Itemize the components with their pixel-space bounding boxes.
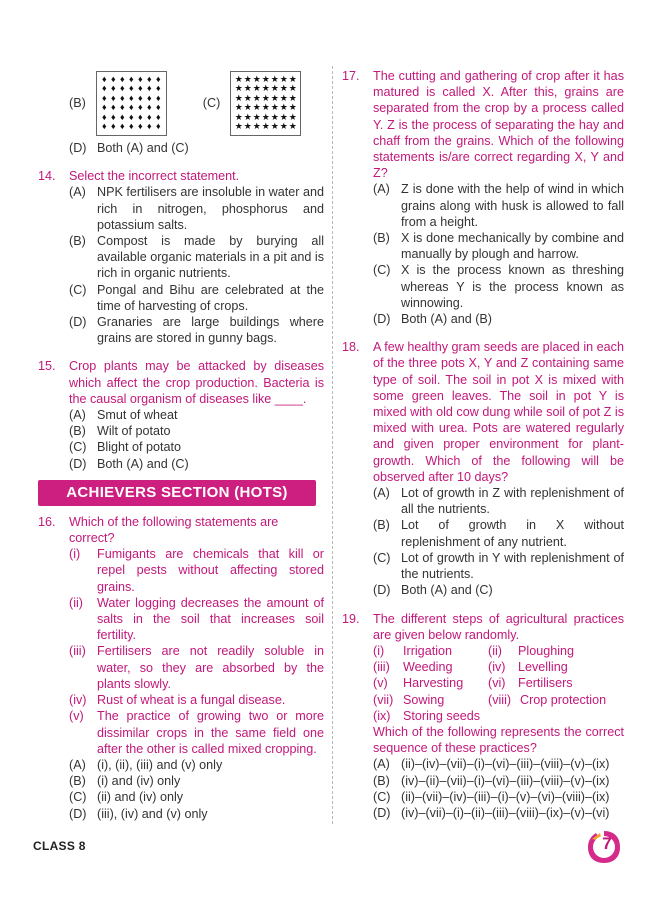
option-label: (B) xyxy=(69,234,86,249)
option-label: (B) xyxy=(373,773,390,788)
statement-iv xyxy=(69,692,324,708)
step-label: (v) xyxy=(373,676,388,691)
option-label: (B) xyxy=(373,231,390,246)
star-seed-icon: ★ xyxy=(234,73,243,84)
question-stem: Which of the following statements are correct? xyxy=(69,514,279,546)
option-text: Both (A) and (C) xyxy=(97,141,189,155)
star-seed-icon: ★ xyxy=(252,83,261,93)
diamond-seed-icon: ♦ xyxy=(111,73,116,84)
star-seed-icon: ★ xyxy=(279,83,288,93)
star-seed-icon: ★ xyxy=(288,102,297,112)
option-text: Smut of wheat xyxy=(97,408,178,423)
star-seed-icon: ★ xyxy=(279,121,288,131)
option-text: Both (A) and (C) xyxy=(97,456,189,471)
star-seed-icon: ★ xyxy=(234,111,243,122)
option-text: X is done mechanically by combine and manually by plough and harrow. xyxy=(401,231,624,262)
q17-option-b[interactable] xyxy=(373,230,624,262)
diamond-seed-icon: ♦ xyxy=(147,121,152,131)
step-label: (ix) xyxy=(373,708,391,723)
q18-option-c[interactable] xyxy=(373,550,624,582)
diamond-seed-icon: ♦ xyxy=(129,83,134,93)
question-16 xyxy=(38,514,324,757)
question-number: 14. xyxy=(38,169,56,184)
option-text: Z is done with the help of wind in which grains along with husk is allowed to fall from a height. xyxy=(401,182,624,229)
star-seed-icon: ★ xyxy=(270,83,279,93)
option-label: (A) xyxy=(69,757,86,772)
star-seed-icon: ★ xyxy=(234,92,243,103)
diamond-seed-icon: ♦ xyxy=(156,73,161,84)
star-seed-icon: ★ xyxy=(288,92,297,103)
question-15 xyxy=(38,358,324,471)
star-seed-icon: ★ xyxy=(252,102,261,112)
option-label: (C) xyxy=(69,790,87,805)
option-label: (A) xyxy=(69,408,86,423)
class-label: CLASS 8 xyxy=(33,839,86,853)
diamond-seed-icon: ♦ xyxy=(111,92,116,103)
option-text: (iii), (iv) and (v) only xyxy=(97,806,208,821)
diamond-seed-icon: ♦ xyxy=(156,83,161,93)
diamond-seed-icon: ♦ xyxy=(120,83,125,93)
step-text: Levelling xyxy=(518,660,568,675)
question-19 xyxy=(342,611,624,822)
left-column xyxy=(38,68,324,822)
option-text: Lot of growth in X without replenishment of any nutrient. xyxy=(401,518,624,549)
option-label: (D) xyxy=(69,806,87,821)
diamond-seed-icon: ♦ xyxy=(156,102,161,112)
statement-label: (i) xyxy=(69,547,81,562)
question-stem: The different steps of agricultural practices are given below randomly. xyxy=(373,611,624,642)
star-seed-icon: ★ xyxy=(234,121,243,131)
option-text: Lot of growth in Z with replenishment of all the nutrients. xyxy=(401,486,624,517)
q17-option-c[interactable] xyxy=(373,262,624,311)
option-label: (C) xyxy=(373,550,391,565)
step-text: Ploughing xyxy=(518,643,575,658)
step-label: (iv) xyxy=(488,660,506,675)
option-label: (A) xyxy=(373,757,390,772)
q14-option-c[interactable] xyxy=(69,282,324,314)
star-seed-icon: ★ xyxy=(288,121,297,131)
column-divider xyxy=(332,66,333,824)
star-seed-icon: ★ xyxy=(288,73,297,84)
option-label: (D) xyxy=(69,141,87,155)
option-text: NPK fertilisers are insoluble in water and rich in nitrogen, phosphorus and potassium salts. xyxy=(97,185,324,232)
diamond-seed-icon: ♦ xyxy=(138,83,143,93)
question-stem: Crop plants may be attacked by diseases which affect the crop production. Bacteria is the causal organism of diseases like ____. xyxy=(69,359,324,406)
q18-option-a[interactable] xyxy=(373,485,624,517)
star-seed-icon: ★ xyxy=(243,73,252,84)
star-seed-icon: ★ xyxy=(261,102,270,112)
star-seed-icon: ★ xyxy=(252,121,261,131)
question-stem: The cutting and gathering of crop after it has matured is called X. After this, grains are separated from the crop by a process called Y. Z is the process of separating the hay and chaff from the grains. Which of the following statements is/are correct regarding X, Y and Z? xyxy=(373,69,624,181)
statement-label: (iii) xyxy=(69,644,86,659)
q14-option-a[interactable] xyxy=(69,184,324,233)
q17-option-d[interactable] xyxy=(373,311,624,327)
diamond-seed-icon: ♦ xyxy=(102,111,107,122)
step-text: Harvesting xyxy=(403,676,464,691)
diamond-seed-icon: ♦ xyxy=(129,111,134,122)
q16-option-b[interactable] xyxy=(69,773,324,789)
statement-v xyxy=(69,708,324,757)
q15-option-d[interactable] xyxy=(69,456,324,472)
option-text: (iv)–(vii)–(i)–(ii)–(iii)–(viii)–(ix)–(v)–(vi) xyxy=(401,805,610,820)
diamond-seed-icon: ♦ xyxy=(111,121,116,131)
star-seed-icon: ★ xyxy=(279,111,288,122)
star-seed-icon: ★ xyxy=(261,73,270,84)
diamond-seed-grid xyxy=(96,71,167,136)
diamond-seed-icon: ♦ xyxy=(129,73,134,84)
star-seed-grid xyxy=(230,71,301,136)
statement-text: Fumigants are chemicals that kill or repel pests without affecting stored grains. xyxy=(97,547,324,594)
statement-text: Rust of wheat is a fungal disease. xyxy=(97,693,286,708)
star-seed-icon: ★ xyxy=(252,73,261,84)
star-seed-icon: ★ xyxy=(243,83,252,93)
option-text: Both (A) and (C) xyxy=(401,583,493,598)
option-label: (D) xyxy=(69,315,87,330)
diamond-seed-icon: ♦ xyxy=(138,111,143,122)
q19-option-d[interactable] xyxy=(373,805,624,821)
q15-option-c[interactable] xyxy=(69,439,324,455)
statement-label: (v) xyxy=(69,709,84,724)
diamond-seed-icon: ♦ xyxy=(138,121,143,131)
diamond-seed-icon: ♦ xyxy=(156,111,161,122)
diamond-seed-icon: ♦ xyxy=(129,92,134,103)
diamond-seed-icon: ♦ xyxy=(120,92,125,103)
diamond-seed-icon: ♦ xyxy=(129,121,134,131)
q15-option-a[interactable] xyxy=(69,407,324,423)
star-seed-icon: ★ xyxy=(234,83,243,93)
step-text: Fertilisers xyxy=(518,676,573,691)
diamond-seed-icon: ♦ xyxy=(129,102,134,112)
star-seed-icon: ★ xyxy=(279,73,288,84)
option-label: (B) xyxy=(69,774,86,789)
diamond-seed-icon: ♦ xyxy=(102,102,107,112)
option-label: (D) xyxy=(373,312,391,327)
star-seed-icon: ★ xyxy=(261,83,270,93)
statement-text: Water logging decreases the amount of salts in the soil that increases soil fertility. xyxy=(97,595,324,643)
statement-text: The practice of growing two or more dissimilar crops in the same field one after the other is called mixed cropping. xyxy=(97,709,324,756)
star-seed-icon: ★ xyxy=(261,111,270,122)
step-viii xyxy=(488,692,624,708)
option-text: (ii)–(iv)–(vii)–(i)–(vi)–(iii)–(viii)–(v)–(ix) xyxy=(401,757,610,772)
diamond-seed-icon: ♦ xyxy=(120,102,125,112)
step-vii xyxy=(373,692,488,708)
option-label: (A) xyxy=(373,182,390,197)
step-text: Weeding xyxy=(403,660,453,675)
star-seed-icon: ★ xyxy=(288,111,297,122)
step-iii xyxy=(373,659,488,675)
star-seed-icon: ★ xyxy=(261,121,270,131)
question-number: 16. xyxy=(38,514,56,529)
diamond-seed-icon: ♦ xyxy=(102,121,107,131)
q13-label-b: (B) xyxy=(69,95,86,110)
step-label: (viii) xyxy=(488,692,512,707)
option-label: (C) xyxy=(69,440,87,455)
diamond-seed-icon: ♦ xyxy=(120,111,125,122)
step-label: (vi) xyxy=(488,676,506,691)
diamond-seed-icon: ♦ xyxy=(147,73,152,84)
q14-option-d[interactable] xyxy=(69,314,324,346)
star-seed-icon: ★ xyxy=(270,111,279,122)
question-stem: Select the incorrect statement. xyxy=(69,169,240,184)
q17-option-a[interactable] xyxy=(373,181,624,230)
step-label: (i) xyxy=(373,643,385,658)
statement-label: (iv) xyxy=(69,693,87,708)
question-number: 19. xyxy=(342,611,360,626)
step-label: (ii) xyxy=(488,643,502,658)
star-seed-icon: ★ xyxy=(270,121,279,131)
statement-label: (ii) xyxy=(69,595,83,610)
option-text: Lot of growth in Y with replenishment of the nutrients. xyxy=(401,550,624,582)
question-number: 15. xyxy=(38,359,56,374)
option-label: (C) xyxy=(373,263,391,278)
step-text: Irrigation xyxy=(403,643,452,658)
step-iv xyxy=(488,659,624,675)
diamond-seed-icon: ♦ xyxy=(138,73,143,84)
question-stem: A few healthy gram seeds are placed in each of the three pots X, Y and Z containing same type of soil. The soil in pot X is mixed with some green leaves. The soil in pot Y is mixed with old cow dung while soil of pot Z is mixed with urea. Pots are watered regularly and given proper environment for plant-growth. Which of the following will be observed after 10 days? xyxy=(373,340,624,484)
q16-option-a[interactable] xyxy=(69,757,324,773)
question-17 xyxy=(342,68,624,327)
q16-option-d[interactable] xyxy=(69,806,324,822)
star-seed-icon: ★ xyxy=(243,102,252,112)
question-number: 17. xyxy=(342,69,360,83)
star-seed-icon: ★ xyxy=(270,73,279,84)
diamond-seed-icon: ♦ xyxy=(120,121,125,131)
diamond-seed-icon: ♦ xyxy=(138,92,143,103)
option-label: (A) xyxy=(373,486,390,501)
option-text: Compost is made by burying all available organic materials in a pit and is rich in organic nutrients. xyxy=(97,234,324,281)
option-text: Both (A) and (B) xyxy=(401,312,492,327)
star-seed-icon: ★ xyxy=(279,92,288,103)
diamond-seed-icon: ♦ xyxy=(147,83,152,93)
section-banner: ACHIEVERS SECTION (HOTS) xyxy=(38,480,316,506)
step-label: (iii) xyxy=(373,660,390,675)
option-label: (C) xyxy=(69,282,87,297)
option-label: (C) xyxy=(373,789,391,804)
q13-figures xyxy=(69,68,324,138)
option-label: (B) xyxy=(69,424,86,439)
q18-option-d[interactable] xyxy=(373,582,624,598)
star-seed-icon: ★ xyxy=(270,102,279,112)
option-text: Granaries are large buildings where grains are stored in gunny bags. xyxy=(97,315,324,346)
star-seed-icon: ★ xyxy=(243,111,252,122)
option-label: (D) xyxy=(373,805,391,820)
q18-option-b[interactable] xyxy=(373,517,624,549)
diamond-seed-icon: ♦ xyxy=(147,92,152,103)
option-text: (i), (ii), (iii) and (v) only xyxy=(97,757,223,772)
diamond-seed-icon: ♦ xyxy=(102,92,107,103)
star-seed-icon: ★ xyxy=(279,102,288,112)
star-seed-icon: ★ xyxy=(243,121,252,131)
option-text: (ii)–(vii)–(iv)–(iii)–(i)–(v)–(vi)–(viii)–(ix) xyxy=(401,789,610,804)
diamond-seed-icon: ♦ xyxy=(111,111,116,122)
q13-option-d[interactable] xyxy=(69,140,324,156)
question-14 xyxy=(38,168,324,346)
q19-option-a[interactable] xyxy=(373,756,624,772)
statement-iii xyxy=(69,643,324,692)
diamond-seed-icon: ♦ xyxy=(147,102,152,112)
option-text: (i) and (iv) only xyxy=(97,774,181,789)
diamond-seed-icon: ♦ xyxy=(138,102,143,112)
star-seed-icon: ★ xyxy=(252,111,261,122)
question-stem-continued: Which of the following represents the correct sequence of these practices? xyxy=(373,724,624,756)
star-seed-icon: ★ xyxy=(288,83,297,93)
diamond-seed-icon: ♦ xyxy=(102,73,107,84)
q14-option-b[interactable] xyxy=(69,233,324,282)
option-text: Blight of potato xyxy=(97,440,182,455)
statement-text: Fertilisers are not readily soluble in water, so they are absorbed by the plants slowly. xyxy=(97,644,324,691)
option-label: (D) xyxy=(69,456,87,471)
question-number: 18. xyxy=(342,340,360,355)
option-label: (B) xyxy=(373,518,390,533)
star-seed-icon: ★ xyxy=(252,92,261,103)
statement-ii xyxy=(69,595,324,644)
step-label: (vii) xyxy=(373,692,394,707)
statement-i xyxy=(69,546,324,595)
star-seed-icon: ★ xyxy=(234,102,243,112)
diamond-seed-icon: ♦ xyxy=(111,102,116,112)
star-seed-icon: ★ xyxy=(243,92,252,103)
diamond-seed-icon: ♦ xyxy=(147,111,152,122)
diamond-seed-icon: ♦ xyxy=(156,92,161,103)
option-text: (iv)–(ii)–(vii)–(i)–(vi)–(iii)–(viii)–(v)–(ix) xyxy=(401,773,610,788)
right-column xyxy=(342,68,624,821)
step-text: Storing seeds xyxy=(403,708,481,723)
option-text: X is the process known as threshing whereas Y is the process known as winnowing. xyxy=(401,263,624,310)
step-ii xyxy=(488,643,624,659)
q13-label-c: (C) xyxy=(202,95,221,110)
step-i xyxy=(373,643,488,659)
q19-option-c[interactable] xyxy=(373,789,624,805)
step-ix xyxy=(373,708,488,724)
question-18 xyxy=(342,339,624,598)
step-v xyxy=(373,675,488,691)
option-label: (A) xyxy=(69,185,86,200)
diamond-seed-icon: ♦ xyxy=(120,73,125,84)
step-vi xyxy=(488,675,624,691)
option-text: Pongal and Bihu are celebrated at the time of harvesting of crops. xyxy=(97,282,324,313)
agri-steps-list xyxy=(373,643,624,724)
q16-option-c[interactable] xyxy=(69,789,324,805)
page-number: 7 xyxy=(602,834,612,853)
diamond-seed-icon: ♦ xyxy=(111,83,116,93)
q16-options xyxy=(69,757,324,822)
q19-option-b[interactable] xyxy=(373,773,624,789)
star-seed-icon: ★ xyxy=(261,92,270,103)
diamond-seed-icon: ♦ xyxy=(156,121,161,131)
q15-option-b[interactable] xyxy=(69,423,324,439)
diamond-seed-icon: ♦ xyxy=(102,83,107,93)
option-text: Wilt of potato xyxy=(97,424,171,439)
step-text: Sowing xyxy=(403,692,445,707)
step-text: Crop protection xyxy=(520,692,607,707)
option-text: (ii) and (iv) only xyxy=(97,790,184,805)
star-seed-icon: ★ xyxy=(270,92,279,103)
option-label: (D) xyxy=(373,583,391,598)
